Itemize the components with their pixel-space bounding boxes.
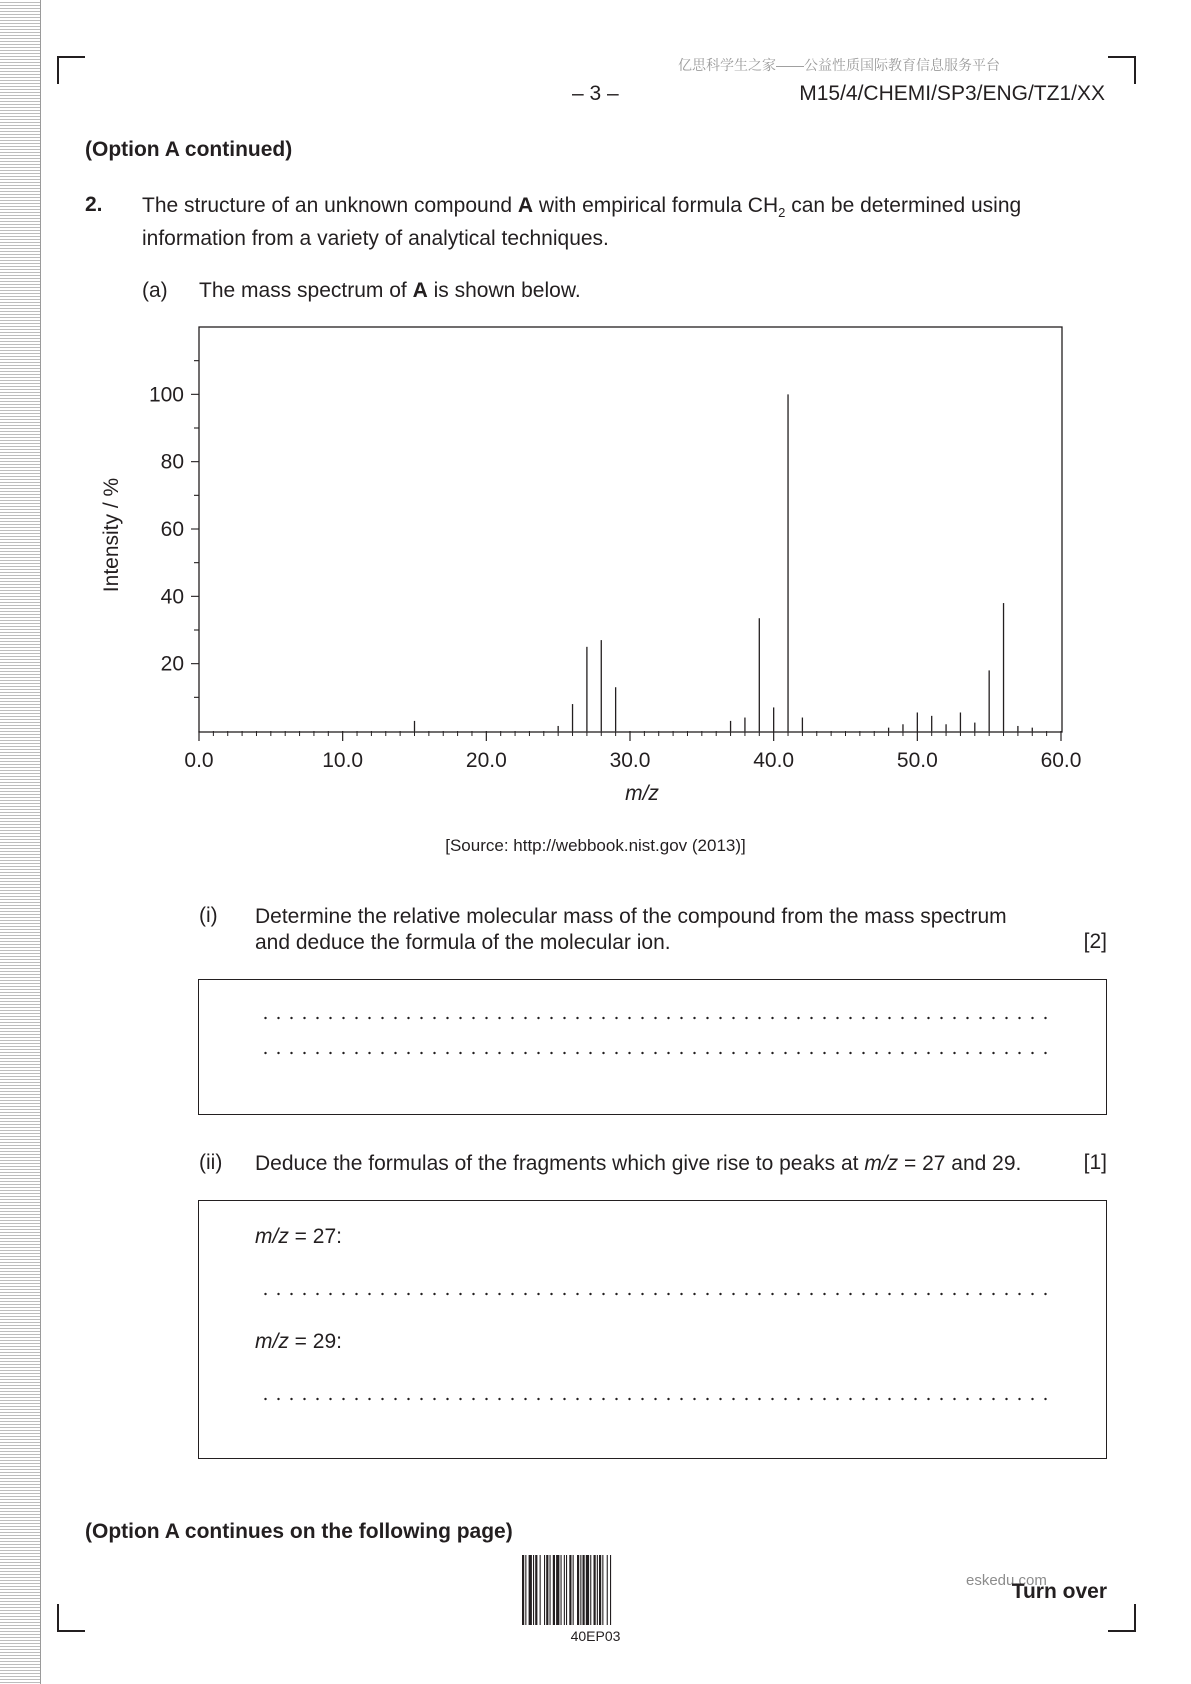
part-ii-label: (ii) bbox=[199, 1151, 223, 1174]
barcode bbox=[522, 1555, 669, 1625]
x-tick-label: 60.0 bbox=[1040, 749, 1082, 772]
answer-label-mz29 bbox=[255, 1330, 342, 1354]
y-tick-label: 100 bbox=[148, 383, 184, 407]
x-tick-label: 30.0 bbox=[609, 749, 651, 772]
answer-label-value: = 29: bbox=[288, 1330, 342, 1353]
y-tick-label: 40 bbox=[160, 585, 184, 609]
part-i-line1: Determine the relative molecular mass of the compound from the mass spectrum bbox=[255, 905, 1007, 928]
answer-line[interactable] bbox=[259, 1051, 1049, 1055]
answer-label-value: = 27: bbox=[288, 1225, 342, 1248]
question-text-part: can be determined using information from a variety of analytical techniques. bbox=[142, 194, 1022, 251]
page-number: – 3 – bbox=[572, 82, 619, 105]
part-a-label: (a) bbox=[142, 279, 168, 302]
chart-source: [Source: http://webbook.nist.gov (2013)] bbox=[445, 836, 746, 855]
barcode-bar bbox=[540, 1555, 541, 1625]
option-continues-note: (Option A continues on the following page) bbox=[85, 1520, 513, 1543]
barcode-text: 40EP03 bbox=[570, 1628, 621, 1644]
turn-over-note: Turn over bbox=[1011, 1580, 1107, 1603]
part-i-line2: and deduce the formula of the molecular ion. bbox=[255, 931, 671, 954]
barcode-bar bbox=[602, 1555, 603, 1625]
compound-label: A bbox=[412, 279, 428, 302]
part-ii-text-part: = 27 and 29. bbox=[898, 1152, 1022, 1175]
barcode-bar bbox=[564, 1555, 565, 1625]
barcode-bar bbox=[556, 1555, 559, 1625]
crop-mark-bottom-right bbox=[1108, 1604, 1136, 1632]
barcode-bar bbox=[607, 1555, 608, 1625]
barcode-bar bbox=[583, 1555, 585, 1625]
part-ii-text bbox=[255, 1151, 1021, 1177]
barcode-bar bbox=[599, 1555, 601, 1625]
y-axis-label: Intensity / % bbox=[100, 477, 123, 593]
barcode-bar bbox=[553, 1555, 555, 1625]
barcode-bar bbox=[569, 1555, 571, 1625]
question-text-part: with empirical formula CH bbox=[533, 194, 779, 217]
answer-label-mz27 bbox=[255, 1225, 342, 1249]
mz-symbol: m/z bbox=[255, 1225, 289, 1248]
question-text-part: The structure of an unknown compound bbox=[142, 194, 518, 217]
x-tick-label: 20.0 bbox=[465, 749, 507, 772]
answer-line[interactable] bbox=[259, 1397, 1049, 1401]
barcode-bar bbox=[535, 1555, 537, 1625]
option-heading: (Option A continued) bbox=[85, 138, 293, 161]
answer-box-part-i[interactable] bbox=[198, 979, 1107, 1115]
mz-symbol: m/z bbox=[864, 1152, 899, 1175]
x-axis-ticks bbox=[184, 731, 1081, 772]
barcode-bar bbox=[546, 1555, 548, 1625]
y-axis-ticks bbox=[149, 361, 199, 698]
footer-watermark: eskedu.com bbox=[966, 1572, 1047, 1589]
header-watermark: 亿思科学生之家——公益性质国际教育信息服务平台 bbox=[678, 57, 1000, 73]
part-ii-text-part: Deduce the formulas of the fragments which give rise to peaks at bbox=[255, 1152, 865, 1175]
barcode-bar bbox=[522, 1555, 524, 1625]
barcode-bar bbox=[544, 1555, 545, 1625]
part-a-text-part: is shown below. bbox=[427, 279, 581, 302]
y-tick-label: 80 bbox=[160, 450, 184, 474]
barcode-bar bbox=[566, 1555, 567, 1625]
y-tick-label: 20 bbox=[160, 652, 184, 676]
plot-frame bbox=[199, 327, 1062, 732]
barcode-bar bbox=[577, 1555, 579, 1625]
barcode-bar bbox=[529, 1555, 532, 1625]
mass-spectrum-chart bbox=[0, 0, 1191, 820]
x-tick-label: 10.0 bbox=[322, 749, 364, 772]
barcode-bar bbox=[561, 1555, 562, 1625]
part-a-text-part: The mass spectrum of bbox=[199, 279, 413, 302]
compound-label: A bbox=[517, 194, 534, 217]
barcode-bar bbox=[590, 1555, 591, 1625]
barcode-bar bbox=[580, 1555, 581, 1625]
barcode-bar bbox=[594, 1555, 596, 1625]
formula-subscript: 2 bbox=[778, 205, 786, 221]
barcode-bar bbox=[610, 1555, 611, 1625]
part-i-marks: [2] bbox=[1083, 930, 1107, 953]
x-tick-label: 50.0 bbox=[896, 749, 938, 772]
peak-group bbox=[415, 394, 1033, 731]
question-number: 2. bbox=[85, 193, 103, 216]
barcode-bar bbox=[525, 1555, 526, 1625]
barcode-bar bbox=[586, 1555, 589, 1625]
x-tick-label: 0.0 bbox=[184, 749, 214, 772]
answer-line[interactable] bbox=[259, 1016, 1049, 1020]
x-tick-label: 40.0 bbox=[753, 749, 795, 772]
y-tick-label: 60 bbox=[160, 518, 184, 541]
barcode-bar bbox=[573, 1555, 574, 1625]
barcode-bar bbox=[533, 1555, 534, 1625]
answer-line[interactable] bbox=[259, 1292, 1049, 1296]
barcode-bar bbox=[550, 1555, 551, 1625]
paper-code: M15/4/CHEMI/SP3/ENG/TZ1/XX bbox=[799, 82, 1105, 105]
x-axis-label: m/z bbox=[625, 782, 659, 805]
part-ii-marks: [1] bbox=[1083, 1151, 1107, 1174]
answer-box-part-ii[interactable] bbox=[198, 1200, 1107, 1459]
crop-mark-bottom-left bbox=[57, 1604, 85, 1632]
mz-symbol: m/z bbox=[255, 1330, 289, 1353]
barcode-bar bbox=[597, 1555, 598, 1625]
part-i-label: (i) bbox=[199, 904, 218, 927]
